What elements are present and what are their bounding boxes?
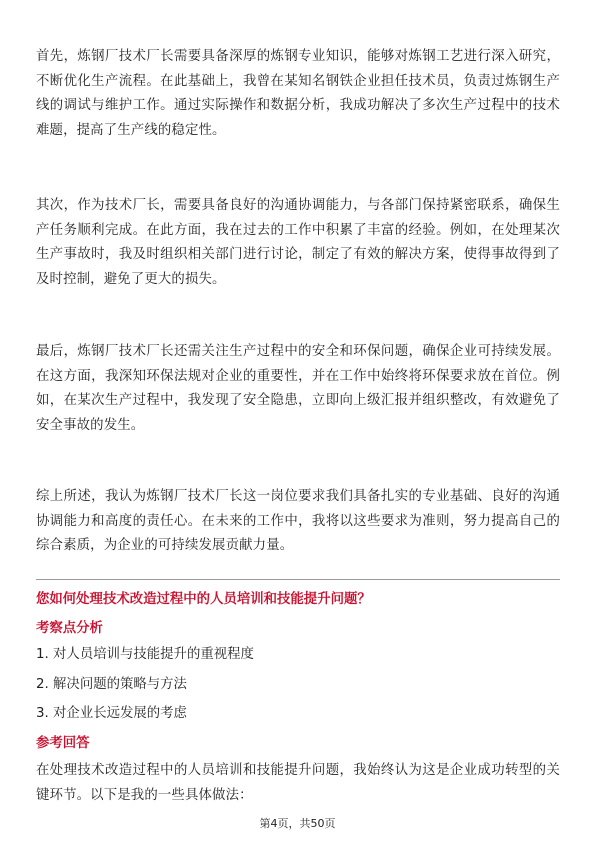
body-paragraph-1: 首先，炼钢厂技术厂长需要具备深厚的炼钢专业知识，能够对炼钢工艺进行深入研究，不断优化生产流程。在此基础上，我曾在某知名钢铁企业担任技术员，负责过炼钢生产线的调试与维护工作。通过实际操作和数据分析，我成功解决了多次生产过程中的技术难题，提高了生产线的稳定性。 xyxy=(36,49,560,138)
section-divider xyxy=(36,579,560,580)
body-paragraph-3: 最后，炼钢厂技术厂长还需关注生产过程中的安全和环保问题，确保企业可持续发展。在这方面，我深知环保法规对企业的重要性，并在工作中始终将环保要求放在首位。例如，在某次生产过程中，我发现了安全隐患，立即向上级汇报并组织整改，有效避免了安全事故的发生。 xyxy=(36,344,560,433)
analysis-point-3: 3. 对企业长远发展的考虑 xyxy=(36,706,187,721)
interview-question: 您如何处理技术改造过程中的人员培训和技能提升问题？ xyxy=(36,592,371,607)
body-paragraph-2: 其次，作为技术厂长，需要具备良好的沟通协调能力，与各部门保持紧密联系，确保生产任务顺利完成。在此方面，我在过去的工作中积累了丰富的经验。例如，在处理某次生产事故时，我及时组织相关部门进行讨论，制定了有效的解决方案，使得事故得到了及时控制，避免了更大的损失。 xyxy=(36,198,560,287)
analysis-heading: 考察点分析 xyxy=(36,621,103,636)
answer-heading: 参考回答 xyxy=(36,736,90,751)
answer-text: 在处理技术改造过程中的人员培训和技能提升问题，我始终认为这是企业成功转型的关键环节。以下是我的一些具体做法： xyxy=(36,763,560,803)
analysis-point-2: 2. 解决问题的策略与方法 xyxy=(36,677,187,692)
body-paragraph-4: 综上所述，我认为炼钢厂技术厂长这一岗位要求我们具备扎实的专业基础、良好的沟通协调能力和高度的责任心。在未来的工作中，我将以这些要求为准则，努力提高自己的综合素质，为企业的可持续发展贡献力量。 xyxy=(36,489,560,553)
page-number: 第4页，共50页 xyxy=(259,817,336,830)
analysis-point-1: 1. 对人员培训与技能提升的重视程度 xyxy=(36,647,254,662)
